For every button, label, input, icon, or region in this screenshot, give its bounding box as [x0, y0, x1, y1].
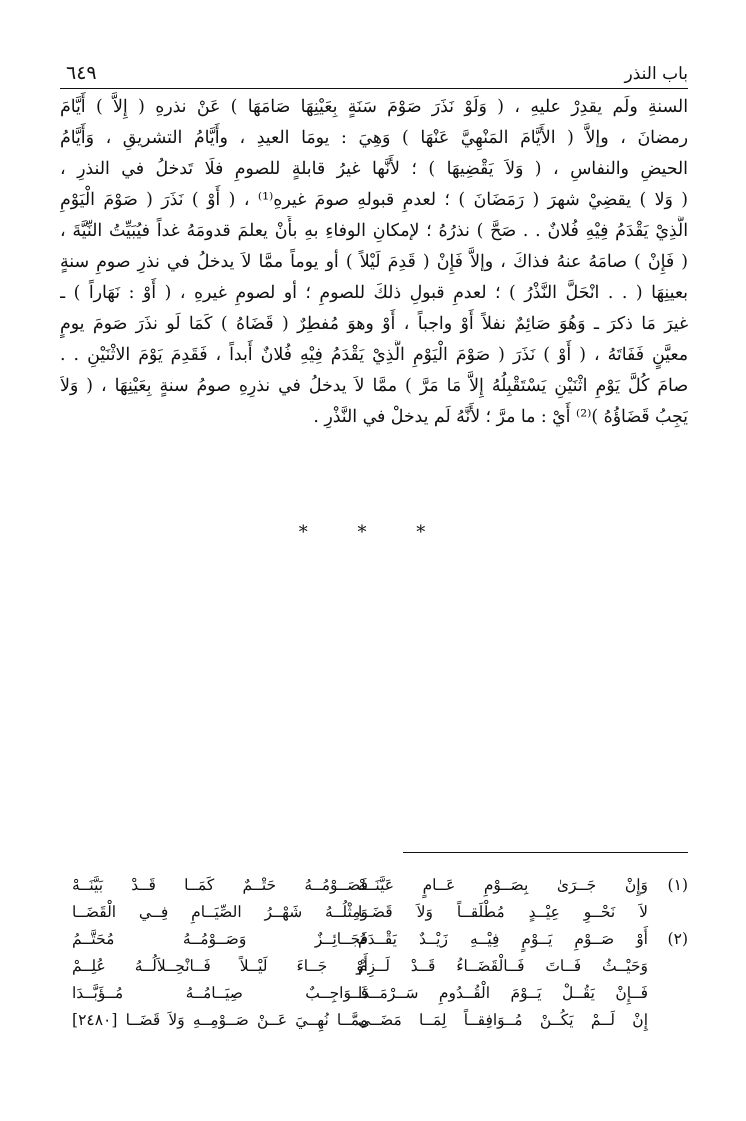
- text-line: السنةِ ولَم يقدِرْ عليهِ ، ( وَلَوْ نَذَرَ صَوْمَ سَنَةٍ بِعَيْنِهَا صَامَهَا ) عَنْ نذرهِ ( إِلاَّ ) أَيَّامَ: [60, 97, 688, 117]
- verse-right-hemistich: لاَ نَحْــوِ عِيْــدٍ مُطْلَقــاً وَلاَ قَضَــا: [358, 903, 648, 921]
- verse-right-hemistich: وَإِنْ جَــرَىٰ بِصَــوْمِ عَــامٍ عَيَّنَــهْ: [358, 876, 648, 894]
- verse-left-hemistich: أَوْ جَــاءَ لَيْــلاً فَــانْحِــلاَلُــهُ عُلِــمْ: [72, 957, 368, 975]
- main-text: [60, 92, 688, 433]
- section-separator: * * *: [298, 522, 448, 543]
- text-line: معيَّنٍ فَفَاتَهُ ، ( أَوْ ) نَذَرَ ( صَوْمَ الْيَوْمِ الَّذِيْ يَقْدَمُ فِيْهِ فُلانٌ أَبداً ، فَقَدِمَ يَوْمَ الاثْنَيْنِ . .: [60, 345, 688, 365]
- verse-right-hemistich: أَوْ صَــوْمِ يَــوْمٍ فِيْــهِ زَيْــدٌ يَقْــدَمُ: [358, 930, 648, 948]
- verse-right-hemistich: وَحَيْــثُ فَــاتَ فَــالْقَضَــاءُ قَــدْ لَــزِمْ: [358, 957, 648, 975]
- footnote-rule: [403, 852, 688, 853]
- footnote-verse: [60, 1007, 688, 1034]
- verse-right-hemistich: فَــإِنْ يَقُــلْ يَــوْمَ الْقُــدُومِ سَــرْمَــدَا: [358, 984, 648, 1002]
- text-line: غيرَ مَا ذكرَ ـ وَهُوَ صَائِمٌ نفلاً أَوْ واجباً ، أَوْ وهوَ مُفطِرٌ ( قَضَاهُ ) كَمَا لَو نذَرَ صَومَ يومٍ: [60, 314, 688, 334]
- footnotes: [60, 872, 688, 1034]
- text-line: ( فَإِنْ ) صامَهُ عنهُ فذاكَ ، وإلاَّ فَإِنْ ( قَدِمَ لَيْلاً ) أو يوماً ممَّا لاَ يدخلُ في نذرِ صومِ سنةٍ: [60, 252, 688, 272]
- verse-left-hemistich: وَمِثْلُــهُ شَهْــرُ الصِّيَــامِ فِــي الْقَضَــا: [72, 903, 368, 921]
- footnote-verse: [60, 872, 688, 899]
- text-line: يَجِبُ قَضَاؤُهُ )⁽²⁾ أَيْ : ما مرَّ ؛ لأَنَّهُ لَم يدخلْ في النَّذْرِ .: [313, 407, 688, 427]
- footnote-verse: [60, 899, 688, 926]
- verse-left-hemistich: فَصَــوْمُــهُ حَتْــمٌ كَمَــا قَــدْ بَيَّنَــهْ: [72, 876, 368, 894]
- footnote-verse: [60, 926, 688, 953]
- footnote-verse: [60, 953, 688, 980]
- verse-left-hemistich: مِمَّــا نُهِــيَ عَــنْ صَــوْمِــهِ وَلاَ قَضَــا [٢٤٨٠]: [72, 1011, 368, 1029]
- header-rule: [60, 88, 688, 89]
- verse-left-hemistich: فَجَــائِــزٌ وَصَــوْمُــهُ مُحَتَّــمُ: [72, 930, 368, 948]
- chapter-title: باب النذر: [624, 64, 688, 84]
- text-line: الَّذِيْ يَقْدَمُ فِيْهِ فُلانٌ . . صَحَّ ) نذرُهُ ؛ لإمكانِ الوفاءِ بهِ بأَنْ يعلمَ قدومَهُ غداً فيُبَيِّتُ النِّيَّةَ ،: [60, 221, 688, 241]
- text-line: ( وَلا ) يقضِيْ شهرَ ( رَمَضَانَ ) ؛ لعدمِ قبولهِ صومَ غيرهِ⁽¹⁾ ، ( أَوْ ) نَذَرَ ( صَوْمَ الْيَوْمِ: [60, 190, 688, 210]
- footnote-verse: [60, 980, 688, 1007]
- text-line: رمضانَ ، وإلاَّ ( الأَيَّامَ المَنْهِيَّ عَنْهَا ) وَهِيَ : يومَا العيدِ ، وأَيَّامُ التشريقِ ، وَأَيَّامُ: [60, 128, 688, 148]
- text-line: الحيضِ والنفاسِ ، ( وَلاَ يَقْضِيهَا ) ؛ لأَنَّها غيرُ قابلةٍ للصومِ فلَا تَدخلُ في النذرِ ،: [60, 159, 688, 179]
- verse-left-hemistich: فَــوَاجِــبٌ صِيَــامُــهُ مُــؤَبَّــدَا: [72, 984, 368, 1002]
- text-line: بعينِهَا ( . . انْحَلَّ النَّذْرُ ) ؛ لعدمِ قبولِ ذلكَ للصومِ ؛ أو لصومِ غيرهِ ، ( أَوْ : نَهَاراً ) ـ: [60, 283, 688, 303]
- text-line: صامَ كُلَّ يَوْمِ اثْنَيْنِ يَسْتَقْبِلُهُ إِلاَّ مَا مَرَّ ) ممَّا لاَ يدخلُ في نذرِهِ صومُ سنةٍ بِعَيْنِهَا ، ( وَلاَ: [60, 376, 688, 396]
- verse-right-hemistich: إِنْ لَــمْ يَكُــنْ مُــوَافِقــاً لِمَــا مَضَــى: [358, 1011, 648, 1029]
- footnote-number: (٢): [667, 930, 688, 948]
- page-number: ٦٤٩: [66, 62, 97, 84]
- footnote-number: (١): [667, 876, 688, 894]
